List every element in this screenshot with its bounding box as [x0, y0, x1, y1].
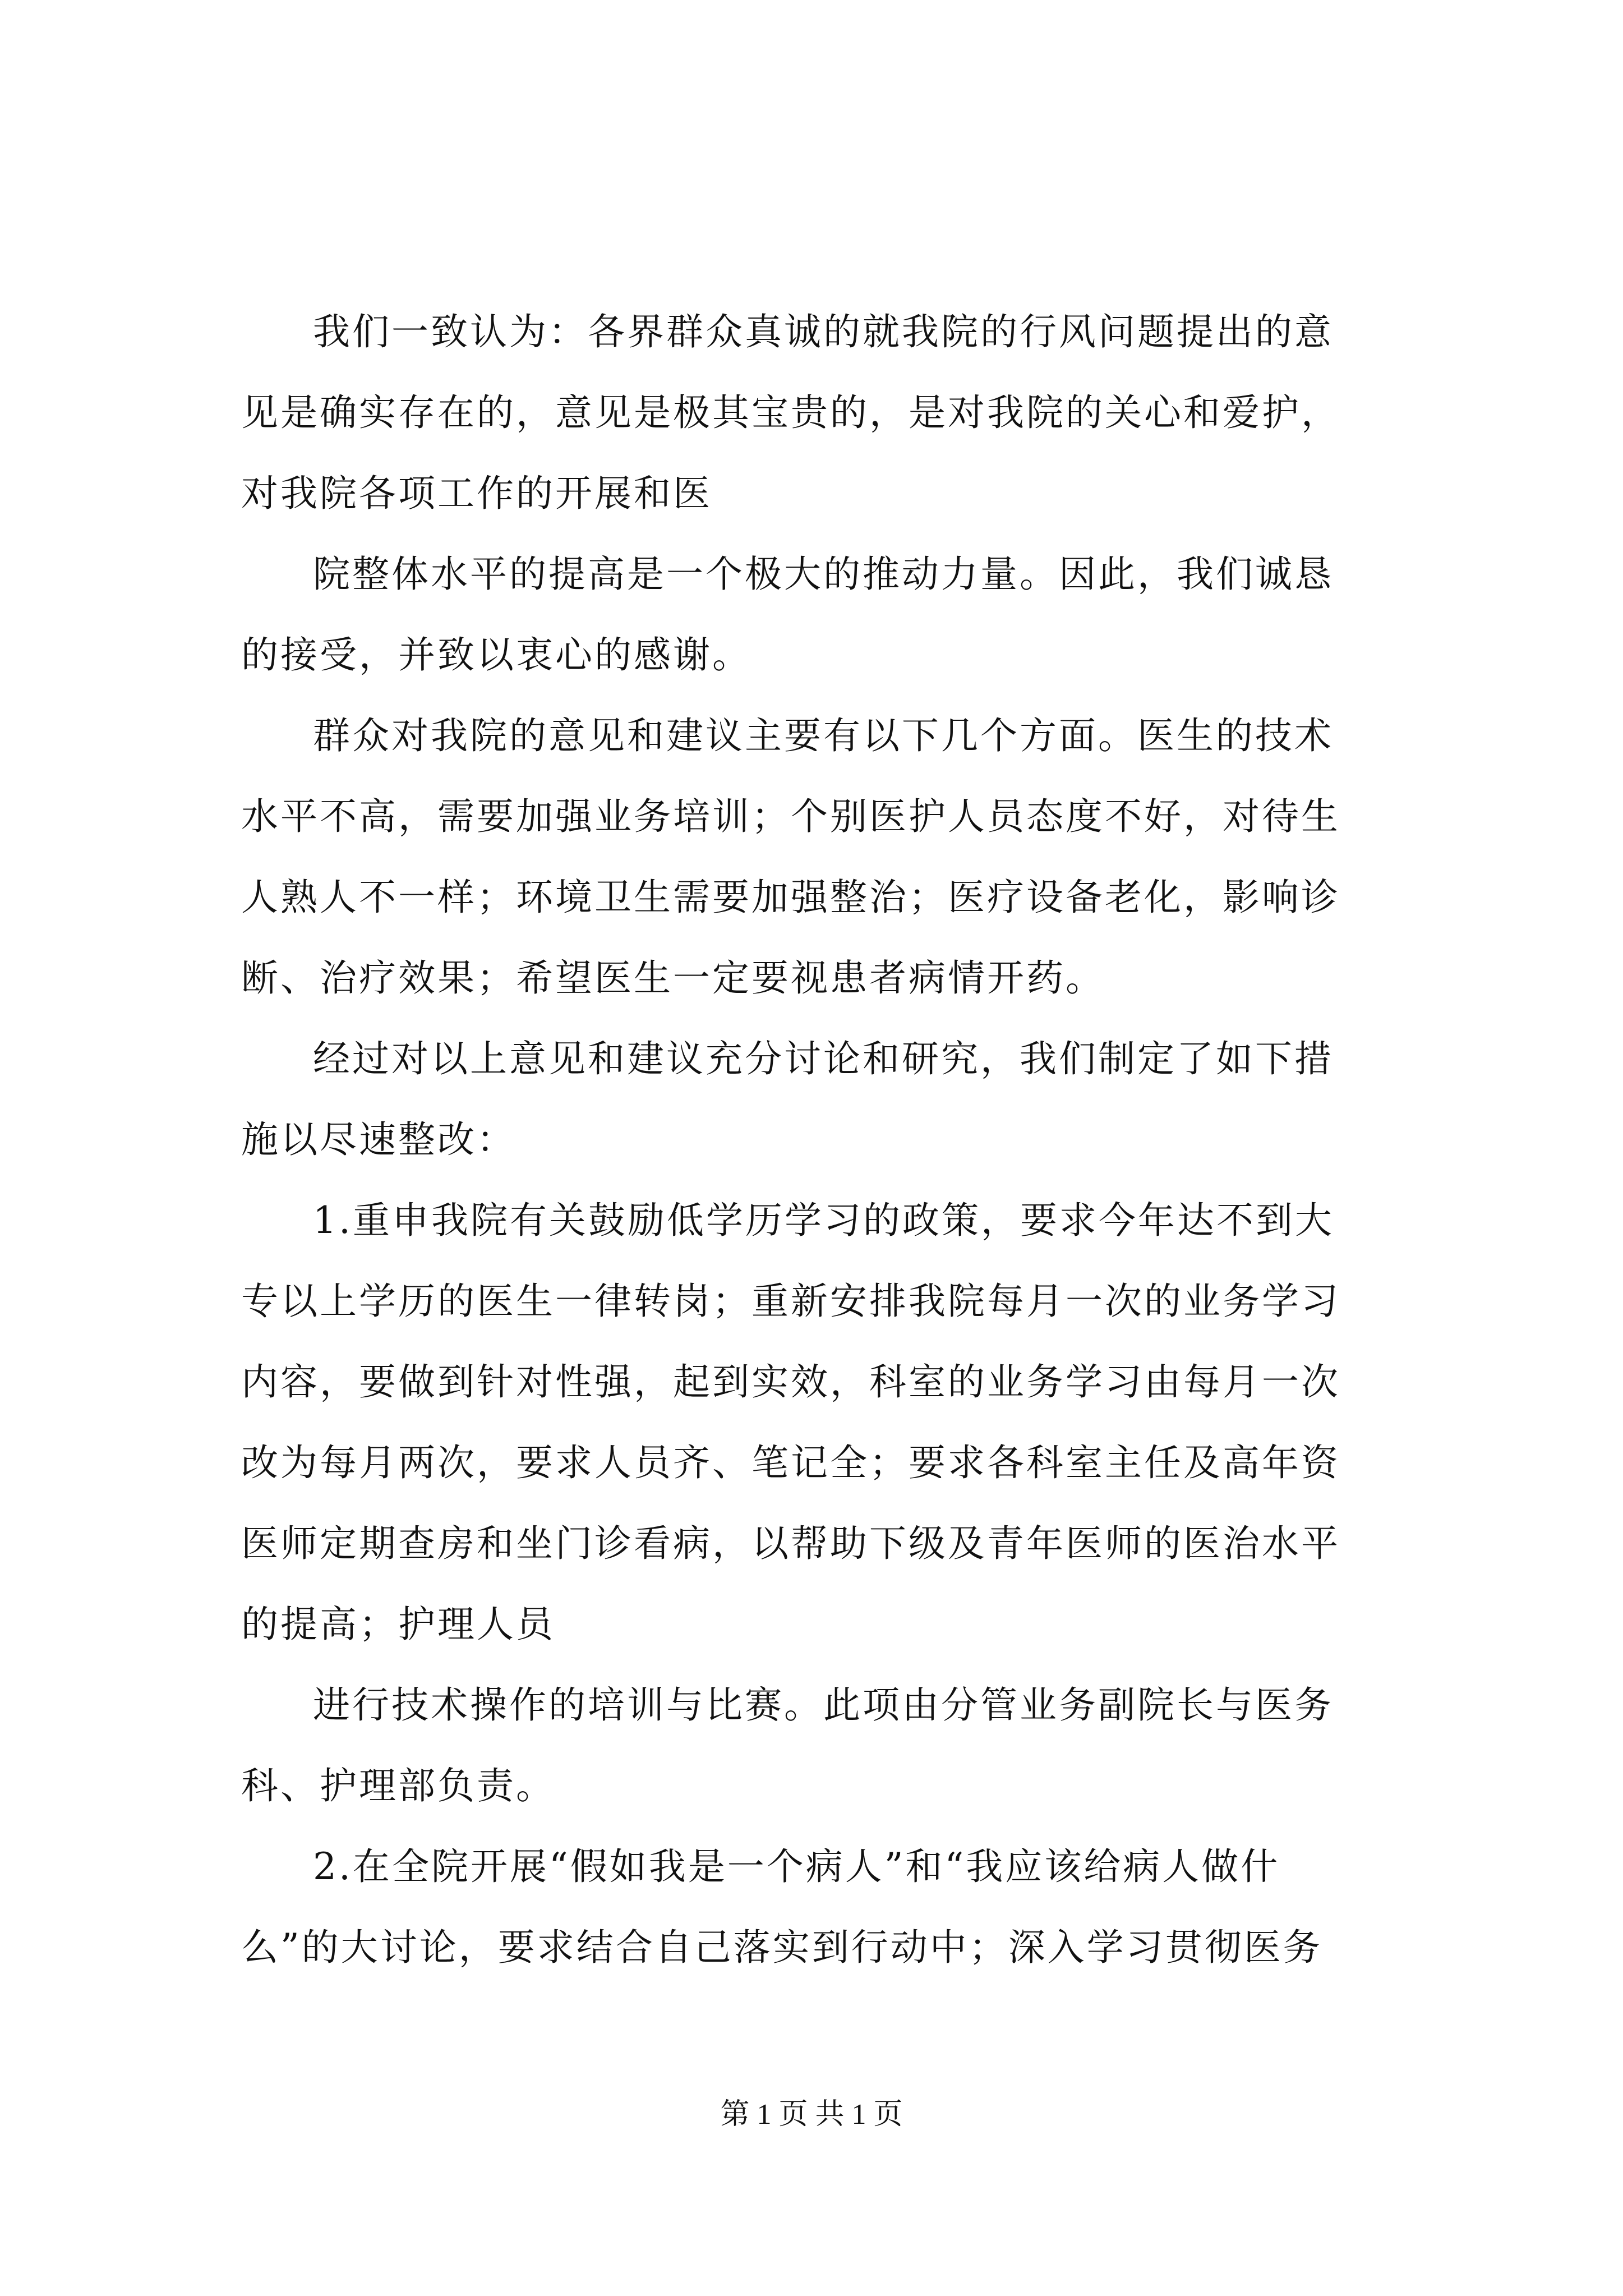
text-line: 施以尽速整改：	[241, 1118, 516, 1161]
text-line: 内容，要做到针对性强，起到实效，科室的业务学习由每月一次	[241, 1360, 1340, 1404]
text-line: 水平不高，需要加强业务培训；个别医护人员态度不好，对待生	[241, 795, 1340, 838]
text-line: 么”的大讨论，要求结合自己落实到行动中；深入学习贯彻医务	[241, 1926, 1322, 1969]
paragraph-public-opinions	[241, 696, 1408, 1019]
paragraph-gratitude	[241, 534, 1408, 696]
text-line: 科、护理部负责。	[241, 1764, 555, 1807]
text-line: 专以上学历的医生一律转岗；重新安排我院每月一次的业务学习	[241, 1280, 1340, 1323]
page-number-footer: 第 1 页 共 1 页	[720, 2099, 903, 2131]
text-line: 的接受，并致以衷心的感谢。	[241, 633, 751, 677]
text-line: 医师定期查房和坐门诊看病，以帮助下级及青年医师的医治水平	[241, 1522, 1340, 1565]
paragraph-measures-intro	[241, 1019, 1408, 1180]
text-line: 群众对我院的意见和建议主要有以下几个方面。医生的技术	[313, 714, 1334, 757]
text-line: 改为每月两次，要求人员齐、笔记全；要求各科室主任及高年资	[241, 1441, 1340, 1484]
text-line: 进行技术操作的培训与比赛。此项由分管业务副院长与医务	[313, 1683, 1334, 1727]
text-line: 断、治疗效果；希望医生一定要视患者病情开药。	[241, 956, 1105, 1000]
paragraph-measure-2	[241, 1826, 1408, 1988]
paragraph-feedback-appreciation	[241, 292, 1408, 534]
paragraph-nursing-training	[241, 1665, 1408, 1826]
text-line: 人熟人不一样；环境卫生需要加强整治；医疗设备老化，影响诊	[241, 876, 1340, 919]
text-line: 2.在全院开展“假如我是一个病人”和“我应该给病人做什	[313, 1845, 1280, 1888]
text-line: 见是确实存在的，意见是极其宝贵的，是对我院的关心和爱护，	[241, 391, 1340, 434]
text-line: 对我院各项工作的开展和医	[241, 472, 712, 515]
text-line: 1.重申我院有关鼓励低学历学习的政策，要求今年达不到大	[313, 1199, 1334, 1242]
document-body	[241, 292, 1408, 1988]
text-line: 经过对以上意见和建议充分讨论和研究，我们制定了如下措	[313, 1037, 1334, 1080]
paragraph-measure-1	[241, 1180, 1408, 1665]
text-line: 我们一致认为：各界群众真诚的就我院的行风问题提出的意	[313, 310, 1334, 353]
text-line: 的提高；护理人员	[241, 1603, 555, 1646]
text-line: 院整体水平的提高是一个极大的推动力量。因此，我们诚恳	[313, 553, 1334, 596]
